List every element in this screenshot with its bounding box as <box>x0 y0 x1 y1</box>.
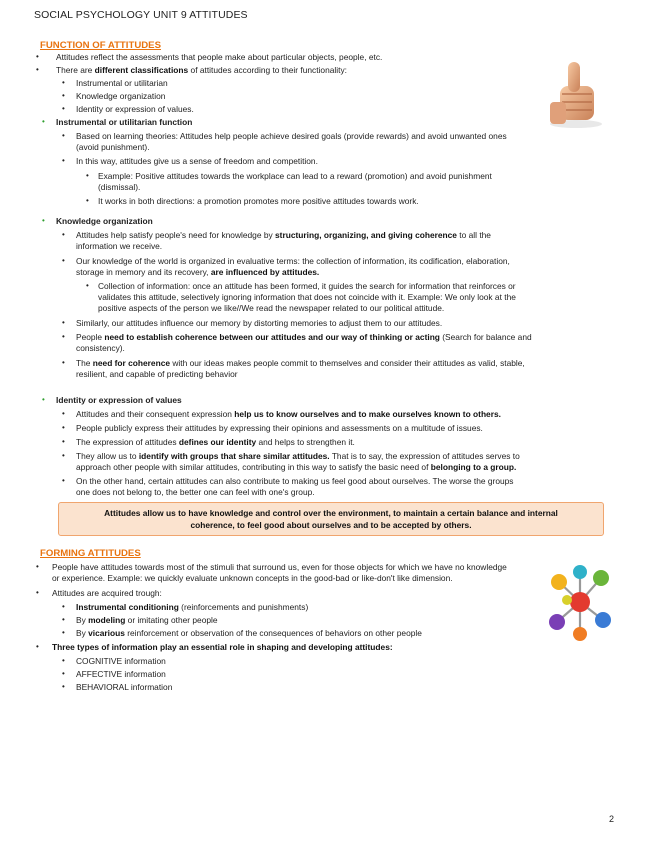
bullet: • <box>62 423 65 432</box>
bullet: • <box>86 196 89 205</box>
subsection-title-instrumental: Instrumental or utilitarian function <box>56 117 193 127</box>
text-line: On the other hand, certain attitudes can also contribute to making us feel good about ourselves. The worse the groups <box>76 476 514 486</box>
bullet: • <box>62 628 65 637</box>
subsection-title-identity: Identity or expression of values <box>56 395 182 405</box>
text-line: By modeling or imitating other people <box>76 615 218 625</box>
text-line: (avoid punishment). <box>76 142 150 152</box>
text-line: In this way, attitudes give us a sense of freedom and competition. <box>76 156 318 166</box>
text-line: Three types of information play an essential role in shaping and developing attitudes: <box>52 642 393 652</box>
text-line: or experience. Example: we quickly evaluate unknown concepts in the good-bad or like-don't like dimension. <box>52 573 453 583</box>
bullet: • <box>62 156 65 165</box>
text-line: information we receive. <box>76 241 163 251</box>
subsection-title-knowledge: Knowledge organization <box>56 216 153 226</box>
text-line: Instrumental or utilitarian <box>76 78 168 88</box>
bullet: • <box>36 588 39 597</box>
text-line: one does not belong to, the better one can feel with one's group. <box>76 487 315 497</box>
text-line: People have attitudes towards most of the stimuli that surround us, even for those objects for which we have no knowledge <box>52 562 507 572</box>
thumbs-up-image <box>546 56 608 128</box>
text-line: Our knowledge of the world is organized in evaluative terms: the collection of information, its codification, elaboration, <box>76 256 510 266</box>
text-line: storage in memory and its recovery, are influenced by attitudes. <box>76 267 320 277</box>
text-line: It works in both directions: a promotion promotes more positive attitudes towards work. <box>98 196 419 206</box>
bullet: • <box>62 656 65 665</box>
bullet: • <box>62 437 65 446</box>
bullet: • <box>62 230 65 239</box>
molecule-image <box>547 562 613 644</box>
bullet: • <box>62 256 65 265</box>
text-line: positive aspects of the person we like//We read the newspaper related to our political attitude. <box>98 303 445 313</box>
text-line: They allow us to identify with groups that share similar attitudes. That is to say, the expression of attitudes serves to <box>76 451 520 461</box>
text-line: Attitudes reflect the assessments that people make about particular objects, people, etc. <box>56 52 383 62</box>
bullet: • <box>42 117 45 126</box>
bullet: • <box>62 669 65 678</box>
bullet: • <box>62 332 65 341</box>
section-title-function: FUNCTION OF ATTITUDES <box>40 40 161 51</box>
text-line: consistency). <box>76 343 125 353</box>
page-number: 2 <box>609 814 615 824</box>
text-line: approach other people with similar attitudes, contributing in this way to satisfy the basic need of belonging to a group. <box>76 462 517 472</box>
text-line: Example: Positive attitudes towards the workplace can lead to a reward (promotion) and avoid punishment <box>98 171 492 181</box>
text-line: Similarly, our attitudes influence our memory by distorting memories to adjust them to our attitudes. <box>76 318 443 328</box>
text-line: BEHAVIORAL information <box>76 682 173 692</box>
bullet: • <box>36 642 39 651</box>
running-header: SOCIAL PSYCHOLOGY UNIT 9 ATTITUDES <box>34 9 248 21</box>
text-line: The need for coherence with our ideas makes people commit to themselves and consider their attitudes as valid, stable, <box>76 358 525 368</box>
text-line: Based on learning theories: Attitudes help people achieve desired goals (provide rewards) and avoid unwanted ones <box>76 131 507 141</box>
text-line: Attitudes are acquired trough: <box>52 588 162 598</box>
section-title-forming: FORMING ATTITUDES <box>40 548 141 559</box>
text-line: Instrumental conditioning (reinforcements and punishments) <box>76 602 309 612</box>
text-line: People publicly express their attitudes by expressing their opinions and assessments on a multitude of issues. <box>76 423 483 433</box>
text-line: By vicarious reinforcement or observation of the consequences of behaviors on other people <box>76 628 422 638</box>
bullet: • <box>42 216 45 225</box>
bullet: • <box>62 91 65 100</box>
bullet: • <box>62 451 65 460</box>
text-line: There are different classifications of attitudes according to their functionality: <box>56 65 347 75</box>
text-line: Collection of information: once an attitude has been formed, it guides the search for information that reinforces or <box>98 281 516 291</box>
bullet: • <box>62 409 65 418</box>
bullet: • <box>36 52 39 61</box>
text-line: People need to establish coherence between our attitudes and our way of thinking or acting (Search for balance and <box>76 332 532 342</box>
callout-line: Attitudes allow us to have knowledge and control over the environment, to maintain a certain balance and internal <box>104 508 558 518</box>
bullet: • <box>62 682 65 691</box>
text-line: Attitudes and their consequent expression help us to know ourselves and to make ourselves known to others. <box>76 409 501 419</box>
bullet: • <box>62 476 65 485</box>
bullet: • <box>62 131 65 140</box>
text-line: AFFECTIVE information <box>76 669 166 679</box>
text-line: Attitudes help satisfy people's need for knowledge by structuring, organizing, and giving coherence to all the <box>76 230 491 240</box>
text-line: COGNITIVE information <box>76 656 166 666</box>
summary-callout-box <box>58 502 604 536</box>
bullet: • <box>62 78 65 87</box>
bullet: • <box>86 171 89 180</box>
bullet: • <box>62 615 65 624</box>
bullet: • <box>36 65 39 74</box>
bullet: • <box>36 562 39 571</box>
bullet: • <box>42 395 45 404</box>
text-line: Identity or expression of values. <box>76 104 194 114</box>
bullet: • <box>62 358 65 367</box>
text-line: (dismissal). <box>98 182 141 192</box>
bullet: • <box>62 104 65 113</box>
text-line: validates this attitude, selectively ignoring information that does not coincide with it. Example: We only look at the <box>98 292 516 302</box>
text-line: resilient, and capable of predicting behavior <box>76 369 238 379</box>
text-line: Knowledge organization <box>76 91 166 101</box>
bullet: • <box>62 318 65 327</box>
bullet: • <box>86 281 89 290</box>
text-line: The expression of attitudes defines our identity and helps to strengthen it. <box>76 437 355 447</box>
callout-line: coherence, to feel good about ourselves and to be accepted by others. <box>190 520 472 530</box>
bullet: • <box>62 602 65 611</box>
